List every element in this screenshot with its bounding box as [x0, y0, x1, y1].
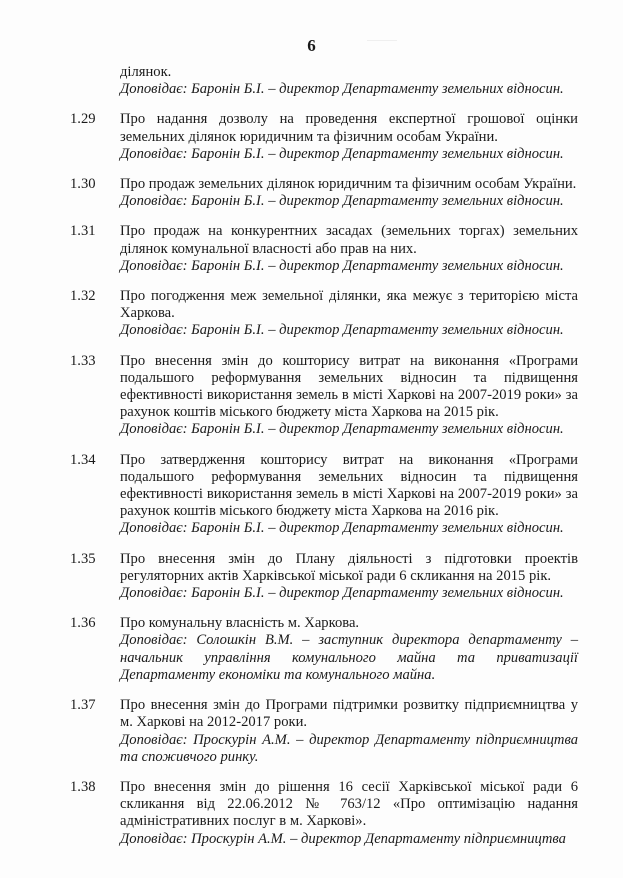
- item-title: Про внесення змін до Плану діяльності з підготовки проектів регуляторних актів Харківської міської ради 6 скликання на 2015 рік.: [120, 550, 578, 584]
- item-title: Про надання дозволу на проведення експертної грошової оцінки земельних ділянок юридичним та фізичним особам України.: [120, 111, 578, 145]
- agenda-item: [70, 111, 578, 163]
- agenda-item: [70, 353, 578, 439]
- item-number: 1.36: [70, 615, 96, 632]
- item-title: Про продаж земельних ділянок юридичним та фізичним особам України.: [120, 176, 577, 193]
- item-speaker: Доповідає: Баронін Б.І. – директор Департаменту земельних відносин.: [120, 520, 564, 537]
- item-title: Про внесення змін до Програми підтримки розвитку підприємництва у м. Харкові на 2012-2017 роки.: [120, 697, 578, 731]
- item-number: 1.35: [70, 550, 96, 567]
- item-number: 1.32: [70, 288, 96, 305]
- item-number: 1.34: [70, 451, 96, 468]
- item-speaker: Доповідає: Баронін Б.І. – директор Департаменту земельних відносин.: [120, 585, 564, 602]
- continuation-block: [70, 64, 578, 98]
- agenda-item: [70, 176, 578, 210]
- item-speaker: Доповідає: Баронін Б.І. – директор Департаменту земельних відносин.: [120, 421, 564, 438]
- agenda-item: [70, 615, 578, 684]
- item-speaker: Доповідає: Солошкін В.М. – заступник директора департаменту – начальник управління комунального майна та приватизації Департаменту економіки та комунального майна.: [120, 632, 578, 683]
- item-number: 1.31: [70, 223, 96, 240]
- item-number: 1.29: [70, 111, 96, 128]
- item-title: Про погодження меж земельної ділянки, яка межує з територією міста Харкова.: [120, 288, 578, 322]
- item-speaker: Доповідає: Баронін Б.І. – директор Департаменту земельних відносин.: [120, 145, 564, 162]
- agenda-item: [70, 779, 578, 848]
- agenda-item: [70, 223, 578, 275]
- item-title: Про комунальну власність м. Харкова.: [120, 615, 360, 632]
- agenda-item: [70, 551, 578, 603]
- agenda-item: [70, 288, 578, 340]
- agenda-item: [70, 697, 578, 766]
- item-number: 1.33: [70, 352, 96, 369]
- item-speaker: Доповідає: Баронін Б.І. – директор Департаменту земельних відносин.: [120, 257, 564, 274]
- agenda-list: [70, 64, 578, 861]
- agenda-item: [70, 452, 578, 538]
- continuation-text: ділянок.: [120, 64, 172, 80]
- item-title: Про затвердження кошторису витрат на виконання «Програми подальшого реформування земельних відносин та підвищення ефективності використання земель в місті Харкові на 2007-2019 роки» за рахунок коштів міського бюджету міста Харкова на 2016 рік.: [120, 451, 578, 520]
- item-speaker: Доповідає: Проскурін А.М. – директор Департаменту підприємництва: [120, 830, 566, 847]
- page-number: 6: [307, 36, 316, 55]
- continuation-speaker: Доповідає: Баронін Б.І. – директор Департаменту земельних відносин.: [120, 81, 564, 98]
- item-speaker: Доповідає: Баронін Б.І. – директор Департаменту земельних відносин.: [120, 193, 564, 210]
- item-title: Про внесення змін до кошторису витрат на виконання «Програми подальшого реформування земельних відносин та підвищення ефективності використання земель в місті Харкові на 2007-2019 роки» за рахунок коштів міського бюджету міста Харкова на 2015 рік.: [120, 352, 578, 421]
- item-title: Про продаж на конкурентних засадах (земельних торгах) земельних ділянок комунальної власності або прав на них.: [120, 223, 578, 257]
- item-number: 1.37: [70, 697, 96, 714]
- item-number: 1.30: [70, 176, 96, 193]
- item-number: 1.38: [70, 778, 96, 795]
- item-title: Про внесення змін до рішення 16 сесії Харківської міської ради 6 скликання від 22.06.2012 № 763/12 «Про оптимізацію надання адміністративних послуг в м. Харкові».: [120, 778, 578, 830]
- item-speaker: Доповідає: Проскурін А.М. – директор Департаменту підприємництва та споживчого ринку.: [120, 731, 578, 765]
- item-speaker: Доповідає: Баронін Б.І. – директор Департаменту земельних відносин.: [120, 322, 564, 339]
